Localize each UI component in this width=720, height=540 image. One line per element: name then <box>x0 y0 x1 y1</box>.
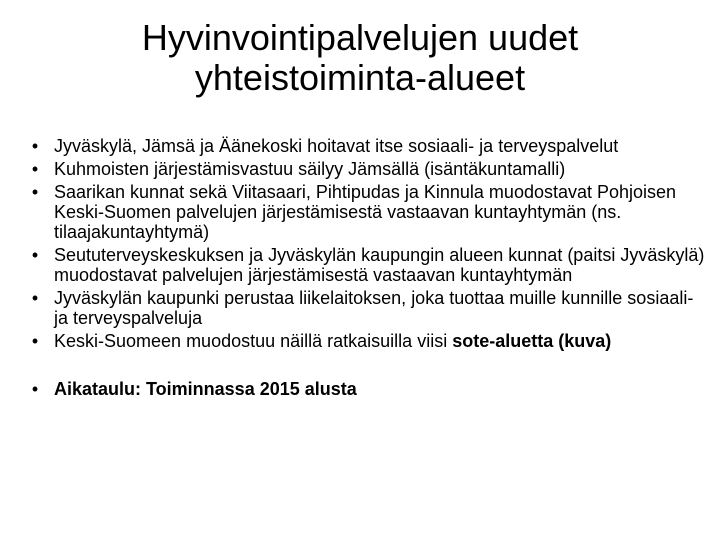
bullet-icon: • <box>31 379 39 399</box>
bullet-icon: • <box>31 288 39 308</box>
bullet-text: Jyväskylän kaupunki perustaa liikelaitoksen, joka tuottaa muille kunnille sosiaali- ja terveyspalveluja <box>54 288 694 328</box>
bullet-list <box>28 136 708 402</box>
bullet-text: Kuhmoisten järjestämisvastuu säilyy Jämsällä (isäntäkuntamalli) <box>54 159 566 179</box>
bullet-icon: • <box>31 136 39 156</box>
bullet-text: Saarikan kunnat sekä Viitasaari, Pihtipudas ja Kinnula muodostavat Pohjoisen Keski-Suomen palvelujen järjestämisestä vastaavan kuntayhtymän (ns. tilaajakuntayhtymä) <box>54 182 677 242</box>
slide-title <box>60 18 660 98</box>
list-item <box>28 136 708 156</box>
list-item <box>28 379 708 399</box>
schedule-text: Aikataulu: Toiminnassa 2015 alusta <box>54 379 357 399</box>
bullet-text-prefix: Keski-Suomeen muodostuu näillä ratkaisuilla viisi <box>54 331 453 351</box>
bullet-icon: • <box>31 159 39 179</box>
bullet-text: Jyväskylä, Jämsä ja Äänekoski hoitavat itse sosiaali- ja terveyspalvelut <box>54 136 619 156</box>
list-item <box>28 331 708 351</box>
bullet-icon: • <box>31 245 39 265</box>
bullet-icon: • <box>31 331 39 351</box>
list-item <box>28 159 708 179</box>
list-item <box>28 288 708 328</box>
sote-alue-link: sote-aluetta (kuva) <box>452 331 612 351</box>
bullet-text <box>54 331 611 351</box>
bullet-icon: • <box>31 182 39 202</box>
list-item <box>28 245 708 285</box>
list-item <box>28 182 708 242</box>
bullet-text: Seututerveyskeskuksen ja Jyväskylän kaupungin alueen kunnat (paitsi Jyväskylä) muodostavat palvelujen järjestämisestä vastaavan kuntayhtymän <box>54 245 705 285</box>
title-line-2: yhteistoiminta-alueet <box>194 57 526 98</box>
title-line-1: Hyvinvointipalvelujen uudet <box>141 17 579 58</box>
